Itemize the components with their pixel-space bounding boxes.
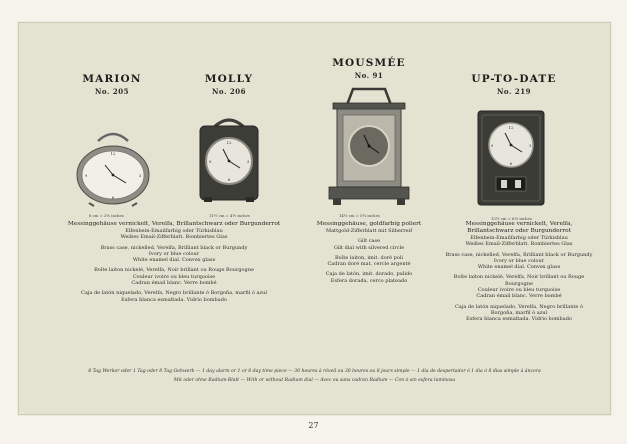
english-line: White enamel dial. Convex glass [477,264,561,271]
french-line: Boîte laiton nickelé, Verelfa, Noir brillant ou Rouge Bourgogne [94,267,254,274]
svg-text:3: 3 [138,173,142,178]
english-line: Gilt dial with silvered circle [333,244,405,251]
german-title: Messinggehäuse vernickelt, Verelfa, Brillantschwarz oder Burgunderrot [67,221,281,227]
spanish-line: Caja de latón niquelado, Verelfa, Negro brillante ó Borgoña, marfil ó azul [454,303,583,316]
clock-name: MARION [82,73,142,85]
french-line: Couleur ivoire ou bleu turquoise [477,287,561,294]
clock-column-mousmee [319,57,419,80]
size-label: 6 cm = 2⅜ inches [89,213,124,218]
svg-text:6: 6 [509,161,513,166]
english-line: White enamel dial. Convex glass [132,257,216,264]
svg-text:9: 9 [84,173,88,178]
clock-name: UP-TO-DATE [471,73,557,85]
svg-text:12: 12 [508,125,514,130]
english-line: Gilt case [357,238,381,245]
page-number: 27 [308,421,319,430]
german-title: Messinggehäuse vernickelt, Verelfa, Brillantschwarz oder Burgunderrot [465,221,573,234]
svg-text:6: 6 [227,177,231,182]
marion-clock-image [74,123,152,207]
english-line: Ivory or blue colour [493,257,545,264]
german-line: Weißes Email-Zifferblatt. Bombiertes Glas [120,234,228,241]
french-line: Cadran doré mat, cercle argenté [327,261,411,268]
clock-number: No. 206 [212,87,246,96]
clock-number: No. 219 [497,87,531,96]
german-line: Elfenbein-Emailfarbig oder Türkisblau [125,228,223,234]
size-label: 15½ cm = 6⅛ inches [491,216,532,221]
clock-name: MOLLY [204,73,254,85]
clock-column-molly [189,73,269,96]
svg-text:12: 12 [110,151,116,156]
description-up-to-date [444,221,594,323]
clock-name: MOUSMÉE [332,57,406,69]
clock-number: No. 91 [354,71,384,80]
clock-number: No. 205 [95,87,129,96]
description-marion-molly [49,221,299,303]
french-line: Boîte laiton nickelé, Verelfa, Noir brillant ou Rouge Bourgogne [453,274,585,287]
svg-text:6: 6 [111,195,115,200]
footer-line-2: Mit oder ohne Radium-Blatt — With or without Radium dial — Avec ou sans cadran Radium — Con ó sin esfera luminosa [173,378,456,383]
svg-text:12: 12 [226,140,232,145]
german-title: Messinggehäuse, goldfarbig poliert [316,221,422,227]
svg-text:9: 9 [208,159,212,164]
up-to-date-clock-image [474,107,548,211]
size-label: 14½ cm = 5¾ inches [339,213,380,218]
french-line: Cadran émail blanc. Verre bombé [131,280,217,287]
spanish-line: Caja de latón niquelado, Verelfa, Negro brillante ó Borgoña, marfil ó azul [81,290,267,297]
footer-line-1: 8 Tag Werker oder 1 Tag oder 8 Tag Gehwerk — 1 day alarm or 1 or 8 day time piece — 30 heures à réveil ou 30 heures ou 8 jours simple — 1 dia de despertador ó 1 dia ó 8 dias simple á áncora [88,369,541,374]
svg-text:9: 9 [490,143,494,148]
svg-text:3: 3 [528,143,532,148]
svg-text:3: 3 [246,159,250,164]
spanish-line: Esfera blanca esmaltada. Vidrio bombado [466,316,572,323]
spanish-line: Esfera dorada, cerco plateado [330,277,408,284]
size-label: 11½ cm = 4½ inches [209,213,250,218]
german-line: Weißes Email-Zifferblatt. Bombiertes Glas [465,241,573,248]
spanish-line: Esfera blanca esmaltada. Vidrio bombado [121,296,227,303]
molly-clock-image [194,111,264,207]
german-line: Mattgold-Zifferblatt mit Silberreif [325,228,413,234]
clock-column-marion [67,73,157,96]
spanish-line: Caja de latón, imit. dorado, pulido [325,271,413,278]
mousmee-clock-image [319,83,419,209]
french-line: Cadran émail blanc. Verre bombé [476,293,562,300]
french-line: Boîte laiton, imit. doré poli [334,254,404,261]
english-line: Brass case, nickelled, Verelfa, Brilliant black or Burgundy [445,251,593,258]
french-line: Couleur ivoire ou bleu turquoise [132,273,216,280]
catalog-page [18,22,611,415]
german-line: Elfenbein-Emailfarbig oder Türkisblau [470,235,568,241]
clock-column-up-to-date [459,73,569,96]
description-mousmee [309,221,429,284]
english-line: Brass case, nickelled, Verelfa, Brilliant black or Burgundy [100,244,248,251]
english-line: Ivory or blue colour [148,250,200,257]
